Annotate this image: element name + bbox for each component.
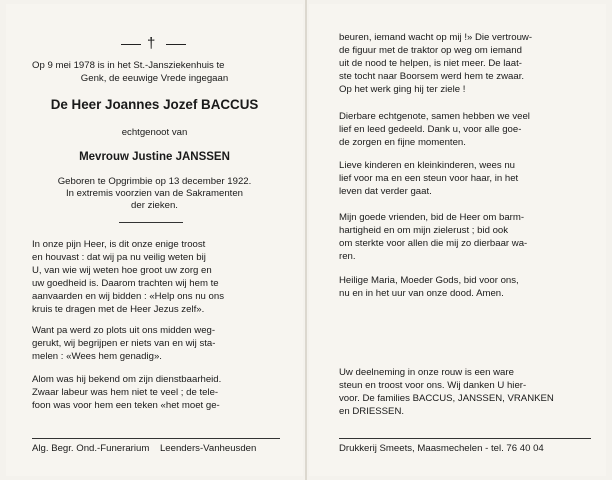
paragraph-line: leven dat verder gaat.	[339, 186, 432, 197]
footer-rule	[32, 438, 280, 439]
paragraph-line: om sterkte voor allen die mij zo dierbaar wa-	[339, 238, 528, 249]
paragraph-line: nu en in het uur van onze dood. Amen.	[339, 288, 504, 299]
paragraph-line: gerukt, wij begrijpen er niets van en wij sta-	[32, 338, 216, 349]
spouse-of-label: echtgenoot van	[121, 127, 188, 138]
paragraph-line: steun en troost voor ons. Wij danken U hier-	[339, 380, 527, 391]
deceased-name: De Heer Joannes Jozef BACCUS	[50, 97, 259, 112]
paragraph-line: de zorgen en fijne momenten.	[339, 137, 466, 148]
right-page	[309, 4, 606, 476]
paragraph-line: Zwaar labeur was hem niet te veel ; de tele-	[32, 387, 219, 398]
cross-dash-right	[166, 44, 186, 45]
paragraph-line: de figuur met de traktor op weg om iemand	[339, 45, 522, 56]
paragraph-line: Lieve kinderen en kleinkinderen, wees nu	[339, 160, 515, 171]
cross-dash-left	[121, 44, 141, 45]
footer-rule	[339, 438, 591, 439]
divider	[119, 222, 183, 223]
paragraph-line: In onze pijn Heer, is dit onze enige troost	[32, 239, 206, 250]
paragraph-line: ren.	[339, 251, 356, 262]
birth-line-2: In extremis voorzien van de Sakramenten	[65, 188, 244, 199]
paragraph-line: en DRIESSEN.	[339, 406, 405, 417]
paragraph-line: kruis te dragen met de Heer Jezus zelf».	[32, 304, 205, 315]
paragraph-line: Mijn goede vrienden, bid de Heer om barm-	[339, 212, 525, 223]
paragraph-line: beuren, iemand wacht op mij !» Die vertrouw-	[339, 32, 533, 43]
intro-line-2: Genk, de eeuwige Vrede ingegaan	[80, 73, 229, 84]
paragraph-line: Uw deelneming in onze rouw is een ware	[339, 367, 514, 378]
funeral-home-footer: Alg. Begr. Ond.-Funerarium Leenders-Vanheusden	[32, 443, 257, 454]
paragraph-line: uit de nood te helpen, is niet meer. De laat-	[339, 58, 522, 69]
paragraph-line: ste tocht naar Boorsem werd hem te zwaar.	[339, 71, 525, 82]
paragraph-line: Want pa werd zo plots uit ons midden weg-	[32, 325, 216, 336]
paragraph-line: en houvast : dat wij pa nu veilig weten bij	[32, 252, 206, 263]
paragraph-line: Dierbare echtgenote, samen hebben we veel	[339, 111, 530, 122]
paragraph-line: hartigheid en om mijn zielerust ; bid ook	[339, 225, 509, 236]
birth-line-3: der zieken.	[131, 200, 178, 211]
paragraph-line: uw goedheid is. Daarom trachten wij hem te	[32, 278, 219, 289]
printer-footer: Drukkerij Smeets, Maasmechelen - tel. 76 40 04	[339, 443, 544, 454]
paragraph-line: melen : «Wees hem genadig».	[32, 351, 162, 362]
paragraph-line: Alom was hij bekend om zijn dienstbaarheid.	[32, 374, 222, 385]
intro-line-1: Op 9 mei 1978 is in het St.-Jansziekenhuis te	[32, 60, 225, 71]
birth-line-1: Geboren te Opgrimbie op 13 december 1922.	[57, 176, 252, 187]
paragraph-line: U, van wie wij weten hoe groot uw zorg en	[32, 265, 212, 276]
paragraph-line: voor. De families BACCUS, JANSSEN, VRANKEN	[339, 393, 554, 404]
paragraph-line: lief voor ma en een steun voor haar, in het	[339, 173, 519, 184]
card-fold	[305, 0, 307, 480]
left-page	[6, 4, 303, 476]
paragraph-line: aanvaarden en wij bidden : «Help ons nu ons	[32, 291, 225, 302]
cross-icon: †	[147, 35, 156, 52]
paragraph-line: Heilige Maria, Moeder Gods, bid voor ons,	[339, 275, 519, 286]
paragraph-line: lief en leed gedeeld. Dank u, voor alle goe-	[339, 124, 522, 135]
paragraph-line: Op het werk ging hij ter ziele !	[339, 84, 466, 95]
spouse-name: Mevrouw Justine JANSSEN	[79, 151, 230, 163]
paragraph-line: foon was voor hem een teken «het moet ge-	[32, 400, 220, 411]
